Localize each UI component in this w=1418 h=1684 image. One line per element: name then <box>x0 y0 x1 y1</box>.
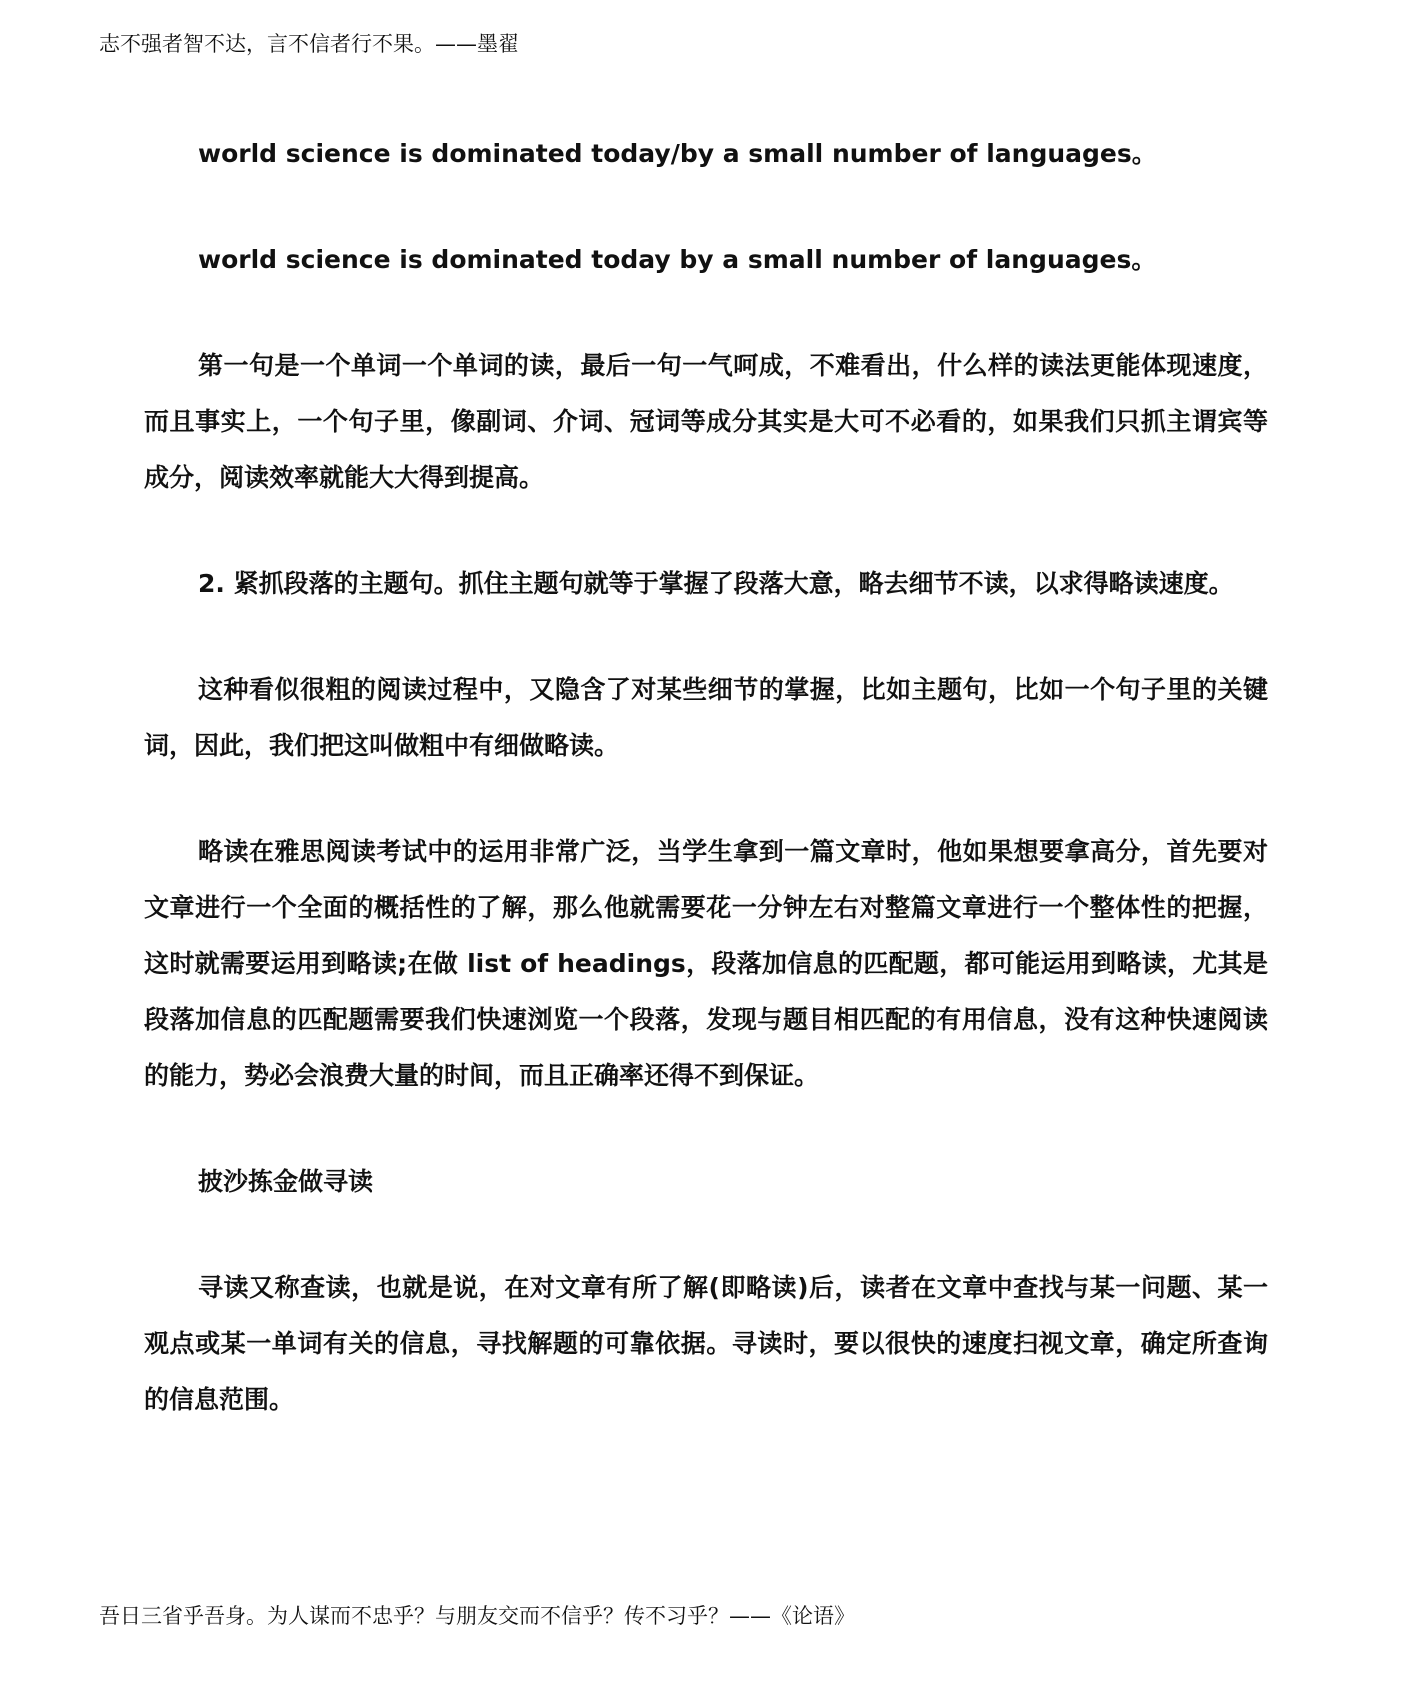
paragraph-6: 略读在雅思阅读考试中的运用非常广泛，当学生拿到一篇文章时，他如果想要拿高分，首先要对文章进行一个全面的概括性的了解，那么他就需要花一分钟左右对整篇文章进行一个整体性的把握，这时就需要运用到略读;在做 list of headings，段落加信息的匹配题，都可能运用到略读，尤其是段落加信息的匹配题需要我们快速浏览一个段落，发现与题目相匹配的有用信息，没有这种快速阅读的能力，势必会浪费大量的时间，而且正确率还得不到保证。 <box>144 837 1268 1090</box>
paragraph-5: 这种看似很粗的阅读过程中，又隐含了对某些细节的掌握，比如主题句，比如一个句子里的关键词，因此，我们把这叫做粗中有细做略读。 <box>144 675 1268 760</box>
paragraph-1: world science is dominated today/by a small number of languages。 <box>198 139 1157 168</box>
paragraph-4: 2. 紧抓段落的主题句。抓住主题句就等于掌握了段落大意，略去细节不读，以求得略读速度。 <box>198 569 1234 598</box>
footer-quote: 吾日三省乎吾身。为人谋而不忠乎？与朋友交而不信乎？传不习乎？——《论语》 <box>99 1604 855 1628</box>
paragraph-2: world science is dominated today by a small number of languages。 <box>198 245 1157 274</box>
header-quote: 志不强者智不达，言不信者行不果。——墨翟 <box>99 32 519 56</box>
document-body <box>144 126 1268 1428</box>
paragraph-3: 第一句是一个单词一个单词的读，最后一句一气呵成，不难看出，什么样的读法更能体现速度，而且事实上，一个句子里，像副词、介词、冠词等成分其实是大可不必看的，如果我们只抓主谓宾等成分，阅读效率就能大大得到提高。 <box>144 351 1268 492</box>
section-heading: 披沙拣金做寻读 <box>198 1167 374 1196</box>
paragraph-7: 寻读又称查读，也就是说，在对文章有所了解(即略读)后，读者在文章中查找与某一问题、某一观点或某一单词有关的信息，寻找解题的可靠依据。寻读时，要以很快的速度扫视文章，确定所查询的信息范围。 <box>144 1273 1268 1414</box>
